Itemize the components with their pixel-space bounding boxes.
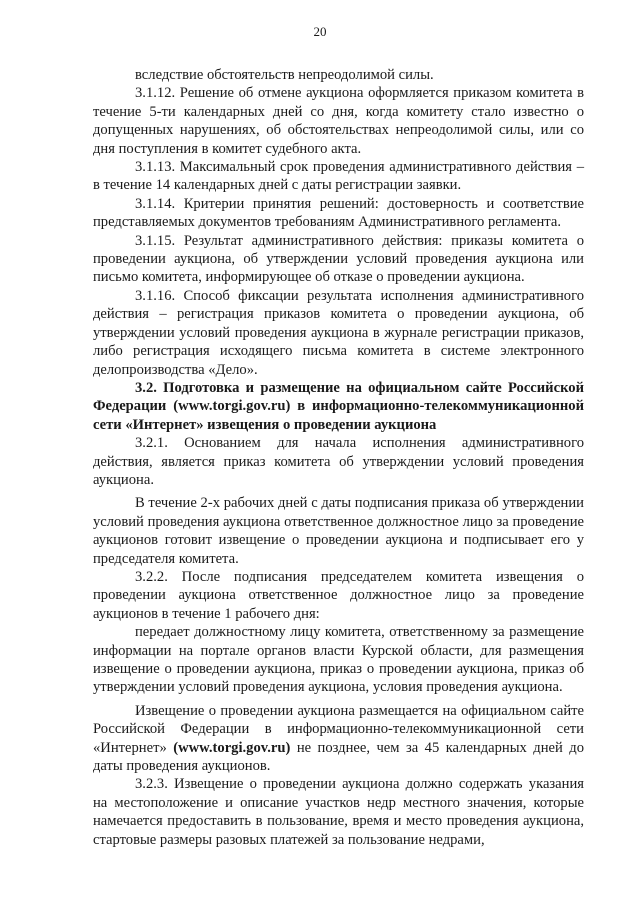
paragraph-3-1-15: 3.1.15. Результат административного действия: приказы комитета о проведении аукциона, об утверждении условий проведения аукциона или письмо комитета, информирующее об отказе о проведении аукциона.: [93, 232, 584, 286]
paragraph-3-2-2: 3.2.2. После подписания председателем комитета извещения о проведении аукциона ответственное должностное лицо за проведение аукционов в течение 1 рабочего дня:: [93, 568, 584, 622]
publication-text-start: Извещение о проведении аукциона размещается на официальном сайте Российской Федерации в информационно-телекоммуникационной сети «Интернет»: [93, 702, 584, 756]
paragraph-3-1-13: 3.1.13. Максимальный срок проведения административного действия – в течение 14 календарных дней с даты регистрации заявки.: [93, 159, 584, 194]
paragraph-preparation: В течение 2-х рабочих дней с даты подписания приказа об утверждении условий проведения аукциона ответственное должностное лицо за проведение аукционов готовит извещение о проведении аукциона и подписывает его у председателя комитета.: [93, 495, 584, 567]
paragraph-3-1-14: 3.1.14. Критерии принятия решений: достоверность и соответствие представляемых документов требованиям Административного регламента.: [93, 195, 584, 231]
page-number: 20: [313, 24, 327, 39]
torgi-link-text: (www.torgi.gov.ru): [173, 739, 291, 756]
paragraph-3-1-12: 3.1.12. Решение об отмене аукциона оформляется приказом комитета в течение 5-ти календарных дней со дня, когда комитету стало известно о допущенных нарушениях, об обстоятельствах непреодолимой силы, или со дня поступления в комитет судебного акта.: [93, 85, 584, 157]
document-body: [93, 66, 584, 849]
paragraph-publication: [93, 702, 584, 776]
paragraph-3-2-3: 3.2.3. Извещение о проведении аукциона должно содержать указания на местоположение и описание участков недр местного значения, которые намечается предоставить в пользование, время и место проведения аукциона, стартовые размеры разовых платежей за пользование недрами,: [93, 776, 584, 848]
section-heading-3-2: 3.2. Подготовка и размещение на официальном сайте Российской Федерации (www.torgi.gov.ru) в информационно-телекоммуникационной сети «Интернет» извещения о проведении аукциона: [93, 379, 584, 433]
paragraph-transfer: передает должностному лицу комитета, ответственному за размещение информации на портале органов власти Курской области, для размещения извещение о проведении аукциона, приказ о проведении аукциона, приказ об утверждении условий проведения аукциона, условия проведения аукциона.: [93, 624, 584, 696]
paragraph-continuation: вследствие обстоятельств непреодолимой силы.: [135, 67, 434, 83]
paragraph-3-1-16: 3.1.16. Способ фиксации результата исполнения административного действия – регистрация приказов комитета о проведении аукциона, об утверждении условий проведения аукциона в журнале регистрации приказов, либо регистрация исходящего письма комитета в системе электронного делопроизводства «Дело».: [93, 287, 584, 378]
publication-text-end: не позднее, чем за 45 календарных дней до даты проведения аукционов.: [93, 739, 584, 775]
paragraph-3-2-1: 3.2.1. Основанием для начала исполнения административного действия, является приказ комитета об утверждении условий проведения аукциона.: [93, 435, 584, 488]
